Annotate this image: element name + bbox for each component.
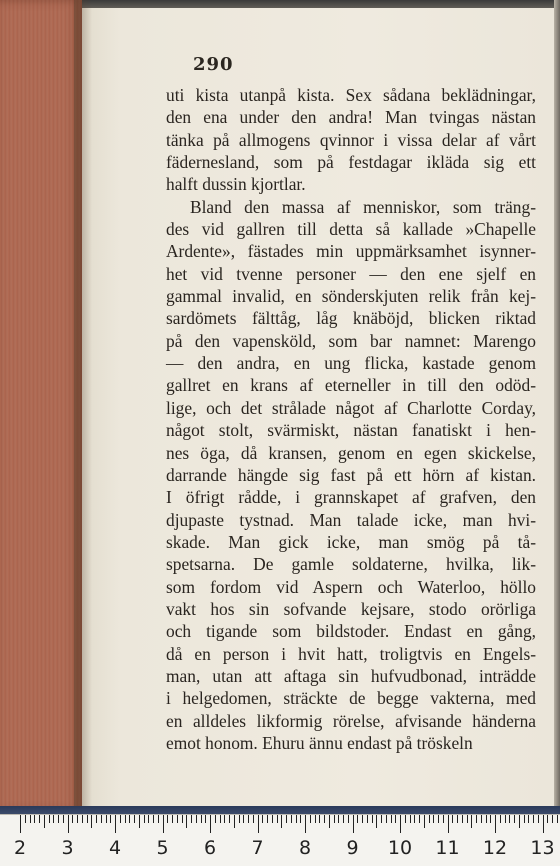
ruler-tick bbox=[414, 815, 415, 823]
ruler-tick bbox=[129, 815, 130, 823]
ruler-tick bbox=[34, 815, 35, 823]
ruler-tick bbox=[229, 815, 230, 823]
ruler-tick bbox=[291, 815, 292, 823]
ruler-tick bbox=[557, 815, 558, 823]
ruler-tick bbox=[262, 815, 263, 823]
text-line: emot honom. Ehuru ännu endast på tröskeln bbox=[166, 732, 473, 753]
text-line: på den vapensköld, som bar namnet: Marengo bbox=[166, 330, 536, 351]
text-line: som fordom vid Aspern och Waterloo, höllo bbox=[166, 576, 536, 597]
ruler-tick bbox=[495, 815, 496, 833]
ruler-tick bbox=[357, 815, 358, 823]
text-line: uti kista utanpå kista. Sex sådana beklädningar, bbox=[166, 85, 536, 105]
ruler-tick bbox=[224, 815, 225, 823]
ruler-tick bbox=[234, 815, 235, 828]
ruler-tick bbox=[49, 815, 50, 823]
ruler-tick bbox=[547, 815, 548, 823]
ruler-tick bbox=[452, 815, 453, 823]
ruler-tick bbox=[58, 815, 59, 823]
ruler-tick bbox=[405, 815, 406, 823]
ruler-tick bbox=[243, 815, 244, 823]
ruler-tick bbox=[324, 815, 325, 823]
measuring-ruler bbox=[0, 814, 560, 866]
ruler-number: 12 bbox=[482, 837, 508, 859]
book-cover-right bbox=[554, 0, 560, 812]
text-line: djupaste tystnad. Man talade icke, man hvi- bbox=[166, 509, 536, 530]
ruler-tick bbox=[305, 815, 306, 833]
ruler-tick bbox=[509, 815, 510, 823]
ruler-tick bbox=[505, 815, 506, 823]
ruler-tick bbox=[353, 815, 354, 833]
ruler-tick bbox=[457, 815, 458, 823]
ruler-tick bbox=[476, 815, 477, 823]
ruler-tick bbox=[220, 815, 221, 823]
ruler-tick bbox=[30, 815, 31, 823]
text-line: Ardente», fästades min uppmärksamhet isynner- bbox=[166, 241, 536, 262]
ruler-tick bbox=[253, 815, 254, 823]
ruler-tick bbox=[410, 815, 411, 823]
ruler-tick bbox=[386, 815, 387, 823]
text-line: gallret en krans af eterneller in till den odöd- bbox=[166, 375, 536, 396]
ruler-tick bbox=[110, 815, 111, 823]
ruler-tick bbox=[87, 815, 88, 823]
ruler-tick bbox=[91, 815, 92, 828]
ruler-tick bbox=[106, 815, 107, 823]
text-line: något stolt, svärmiskt, nästan fanatiskt i hen- bbox=[166, 420, 536, 441]
ruler-tick bbox=[334, 815, 335, 823]
ruler-tick bbox=[267, 815, 268, 823]
ruler-tick bbox=[338, 815, 339, 823]
ruler-number: 5 bbox=[156, 837, 169, 859]
ruler-tick bbox=[77, 815, 78, 823]
ruler-tick bbox=[481, 815, 482, 823]
text-line: i helgedomen, sträckte de begge vakterna, med bbox=[166, 688, 536, 709]
ruler-tick bbox=[391, 815, 392, 823]
gutter-shadow bbox=[74, 0, 92, 812]
ruler-tick bbox=[167, 815, 168, 823]
ruler-tick bbox=[533, 815, 534, 823]
ruler-number: 7 bbox=[251, 837, 264, 859]
ruler-tick bbox=[153, 815, 154, 823]
ruler-tick bbox=[462, 815, 463, 823]
ruler-tick bbox=[205, 815, 206, 823]
ruler-tick bbox=[248, 815, 249, 823]
ruler-tick bbox=[372, 815, 373, 823]
ruler-tick bbox=[315, 815, 316, 823]
ruler-tick bbox=[490, 815, 491, 823]
ruler-number: 11 bbox=[435, 837, 460, 859]
text-line: då en person i hvit hatt, troligtvis en Engels- bbox=[166, 643, 536, 664]
ruler-number: 3 bbox=[61, 837, 74, 859]
text-line: gammal invalid, en sönderskjuten relik från kej- bbox=[166, 286, 536, 307]
ruler-tick bbox=[400, 815, 401, 833]
text-line: I öfrigt rådde, i grannskapet af grafven, den bbox=[166, 487, 536, 508]
page-number: 290 bbox=[193, 54, 234, 75]
ruler-tick bbox=[82, 815, 83, 823]
ruler-tick bbox=[367, 815, 368, 823]
ruler-tick bbox=[429, 815, 430, 823]
text-line: spetsarna. De gamle soldaterne, hvilka, lik- bbox=[166, 554, 536, 575]
ruler-tick bbox=[376, 815, 377, 828]
ruler-tick bbox=[543, 815, 544, 833]
ruler-tick bbox=[53, 815, 54, 823]
ruler-tick bbox=[125, 815, 126, 823]
ruler-tick bbox=[39, 815, 40, 823]
ruler-tick bbox=[281, 815, 282, 828]
ruler-tick bbox=[277, 815, 278, 823]
text-line: des vid gallren till detta så kallade »Chapelle bbox=[166, 219, 536, 240]
ruler-tick bbox=[191, 815, 192, 823]
text-line: het vid tvenne personer — den ene sjelf en bbox=[166, 263, 536, 284]
ruler-tick bbox=[44, 815, 45, 828]
ruler-tick bbox=[177, 815, 178, 823]
ruler-tick bbox=[139, 815, 140, 828]
ruler-tick bbox=[300, 815, 301, 823]
ruler-tick bbox=[438, 815, 439, 823]
ruler-tick bbox=[172, 815, 173, 823]
text-line: darrande hängde sig fast på ett hörn af kistan. bbox=[166, 464, 536, 485]
text-line: fädernesland, som på festdagar ikläda sig ett bbox=[166, 152, 536, 173]
ruler-tick bbox=[158, 815, 159, 823]
ruler-tick bbox=[381, 815, 382, 823]
ruler-tick bbox=[101, 815, 102, 823]
text-line: halft dussin kjortlar. bbox=[166, 174, 306, 195]
ruler-tick bbox=[514, 815, 515, 823]
ruler-tick bbox=[68, 815, 69, 833]
text-line: den ena under den andra! Man tvingas nästan bbox=[166, 107, 536, 128]
ruler-tick bbox=[471, 815, 472, 828]
text-line: lige, och det strålade något af Charlotte Corday, bbox=[166, 397, 536, 418]
ruler-tick bbox=[348, 815, 349, 823]
text-line: tänka på allmogens qvinnor i vissa delar af vårt bbox=[166, 129, 536, 150]
text-line: Bland den massa af menniskor, som träng- bbox=[190, 196, 536, 217]
ruler-tick bbox=[424, 815, 425, 828]
ruler-tick bbox=[272, 815, 273, 823]
ruler-tick bbox=[163, 815, 164, 833]
ruler-tick bbox=[419, 815, 420, 823]
page-text bbox=[166, 84, 536, 754]
ruler-tick bbox=[120, 815, 121, 823]
text-line: sardömets fälttåg, låg knäböjd, blicken riktad bbox=[166, 308, 536, 329]
ruler-tick bbox=[72, 815, 73, 823]
ruler-tick bbox=[395, 815, 396, 823]
ruler-tick bbox=[210, 815, 211, 833]
book-page-edges bbox=[0, 0, 82, 812]
text-line: nes öga, då kransen, genom en egen skickelse, bbox=[166, 442, 536, 463]
ruler-tick bbox=[528, 815, 529, 823]
ruler-tick bbox=[201, 815, 202, 823]
ruler-tick bbox=[239, 815, 240, 823]
ruler-tick bbox=[296, 815, 297, 823]
ruler-tick bbox=[500, 815, 501, 823]
ruler-number: 4 bbox=[108, 837, 122, 859]
ruler-tick bbox=[448, 815, 449, 833]
ruler-tick bbox=[25, 815, 26, 823]
ruler-tick bbox=[258, 815, 259, 833]
text-line: man, utan att aftaga sin hufvudbonad, inträdde bbox=[166, 665, 536, 686]
text-line: — den andra, en ung flicka, kastade genom bbox=[166, 353, 536, 374]
ruler-number: 2 bbox=[13, 837, 27, 859]
text-line: skade. Man gick icke, man smög på tå- bbox=[166, 531, 536, 552]
book-cover-bottom bbox=[0, 806, 560, 814]
ruler-tick bbox=[519, 815, 520, 828]
ruler-tick bbox=[96, 815, 97, 823]
text-line: en alldeles likformig rörelse, afvisande händerna bbox=[166, 710, 536, 731]
ruler-tick bbox=[319, 815, 320, 823]
ruler-tick bbox=[552, 815, 553, 823]
ruler-number: 8 bbox=[298, 837, 312, 859]
ruler-tick bbox=[182, 815, 183, 823]
ruler-tick bbox=[186, 815, 187, 828]
ruler-tick bbox=[310, 815, 311, 823]
ruler-tick bbox=[20, 815, 21, 833]
ruler-tick bbox=[63, 815, 64, 823]
ruler-tick bbox=[524, 815, 525, 823]
ruler-tick bbox=[362, 815, 363, 823]
ruler-tick bbox=[215, 815, 216, 823]
text-line: och tigande som bildstoder. Endast en gång, bbox=[166, 621, 536, 642]
ruler-tick bbox=[286, 815, 287, 823]
ruler-tick bbox=[115, 815, 116, 833]
ruler-tick bbox=[343, 815, 344, 823]
ruler-tick bbox=[443, 815, 444, 823]
ruler-number: 6 bbox=[203, 837, 217, 859]
ruler-number: 13 bbox=[530, 837, 555, 859]
text-line: vakt hos sin sofvande kejsare, stodo orörliga bbox=[166, 598, 536, 619]
ruler-tick bbox=[486, 815, 487, 823]
ruler-tick bbox=[196, 815, 197, 823]
ruler-tick bbox=[538, 815, 539, 823]
ruler-tick bbox=[148, 815, 149, 823]
ruler-tick bbox=[433, 815, 434, 823]
ruler-tick bbox=[144, 815, 145, 823]
ruler-tick bbox=[329, 815, 330, 828]
ruler-tick bbox=[467, 815, 468, 823]
ruler-number: 10 bbox=[387, 837, 413, 859]
ruler-number: 9 bbox=[346, 837, 359, 859]
ruler-tick bbox=[134, 815, 135, 823]
